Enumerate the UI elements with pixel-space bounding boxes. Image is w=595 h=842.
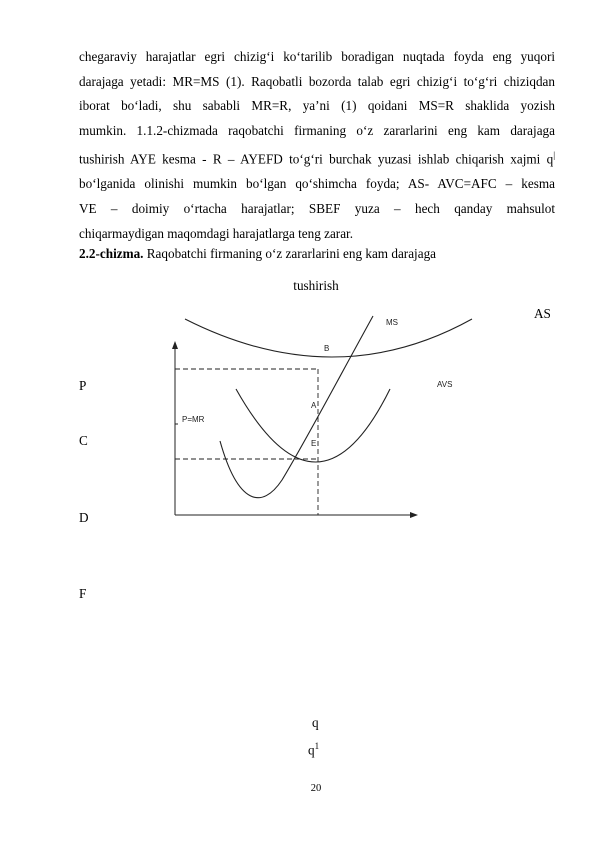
paragraph-line: iborat bo‘ladi, shu sababli MR=R, ya’ni (1) qoidani MS=R shaklida yozish xyxy=(79,98,555,114)
label-c: C xyxy=(79,433,88,448)
paragraph-line: darajaga yetadi: MR=MS (1). Raqobatli bozorda talab egri chizig‘i to‘g‘ri chiziqdan xyxy=(79,73,555,89)
diagram-label-ms: MS xyxy=(386,318,398,327)
diagram-label-a: A xyxy=(311,401,317,410)
paragraph-line: bo‘lganida olinishi mumkin bo‘lgan qo‘shimcha foyda; AS- AVC=AFC – kesma xyxy=(79,176,555,192)
y-axis-arrow xyxy=(172,341,178,349)
figure-caption-text: Raqobatchi firmaning o‘z zararlarini eng kam darajaga xyxy=(143,246,437,261)
paragraph-line-text: tushirish AYE kesma - R – AYEFD to‘g‘ri burchak yuzasi ishlab chiqarish xajmi q xyxy=(79,151,554,167)
paragraph-line: chiqarmaydigan maqomdagi harajatlarga teng zarar. xyxy=(79,225,354,241)
paragraph-line: VE – doimiy o‘rtacha harajatlar; SBEF yuza – hech qanday mahsulot xyxy=(79,200,555,216)
label-as: AS xyxy=(534,306,551,321)
diagram-label-b: B xyxy=(324,344,330,353)
label-p: P xyxy=(79,378,87,393)
diagram-label-avs: AVS xyxy=(437,380,453,389)
diagram-label-e: E xyxy=(311,439,317,448)
page-number: 20 xyxy=(310,783,322,794)
label-d: D xyxy=(79,510,89,525)
superscript-mark: | xyxy=(553,150,555,161)
figure-caption-continuation: tushirish xyxy=(293,278,339,293)
label-q1-base: q xyxy=(308,742,315,758)
paragraph-line: mumkin. 1.1.2-chizmada raqobatchi firmaning o‘z zararlarini eng kam darajaga xyxy=(79,122,555,138)
diagram-label-pmr: P=MR xyxy=(182,415,205,424)
x-axis-arrow xyxy=(410,512,418,518)
label-q1-sup: 1 xyxy=(314,741,320,751)
label-q: q xyxy=(312,715,319,730)
paragraph-line: chegaraviy harajatlar egri chizig‘i ko‘tarilib boradigan nuqtada foyda eng yuqori xyxy=(79,49,555,64)
figure-number: 2.2-chizma. xyxy=(79,246,144,261)
label-f: F xyxy=(79,586,87,601)
